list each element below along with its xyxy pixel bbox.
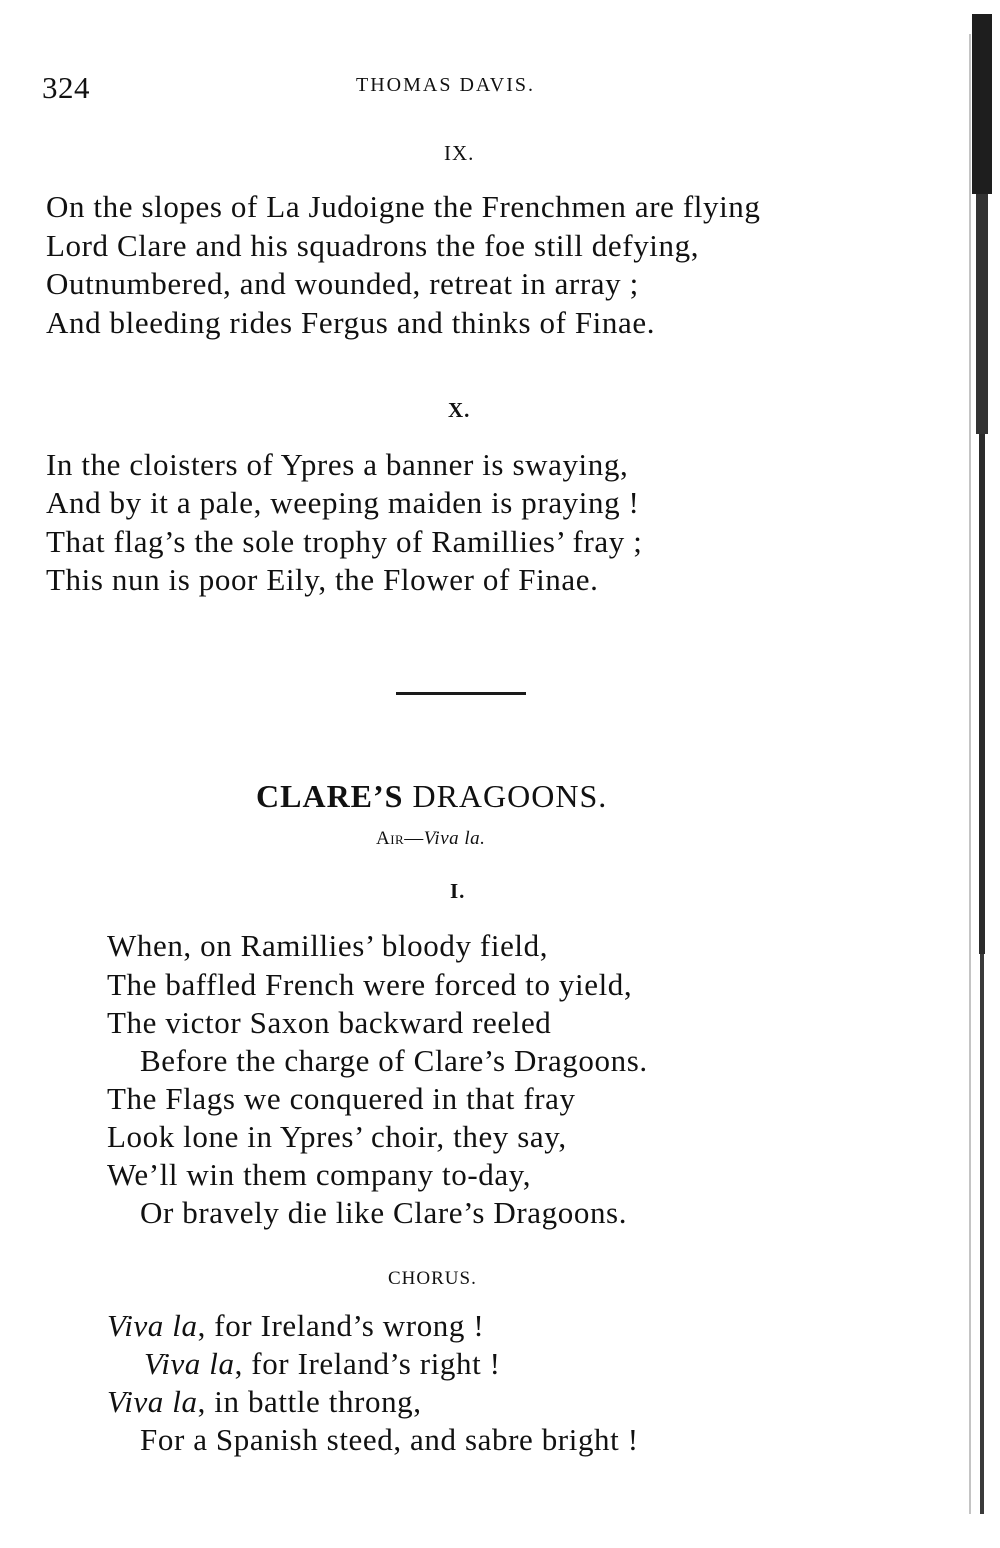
poem-line: The Flags we conquered in that fray bbox=[107, 1081, 576, 1116]
air-value: Viva la. bbox=[423, 828, 486, 849]
air-label: Air— bbox=[376, 828, 424, 849]
poem-title-lead: CLARE’S bbox=[256, 778, 404, 814]
stanza-number-ix: IX. bbox=[444, 141, 475, 165]
chorus-line-text: , for Ireland’s right ! bbox=[234, 1346, 501, 1381]
poem-line: Or bravely die like Clare’s Dragoons. bbox=[140, 1195, 628, 1230]
running-head: THOMAS DAVIS. bbox=[356, 74, 535, 96]
chorus-line bbox=[140, 1424, 639, 1455]
poem-line: And bleeding rides Fergus and thinks of Finae. bbox=[46, 305, 656, 340]
stanza-number-i: I. bbox=[450, 879, 466, 903]
section-divider bbox=[396, 692, 526, 695]
chorus-line-text: , for Ireland’s wrong ! bbox=[197, 1308, 485, 1343]
poem-line: In the cloisters of Ypres a banner is swaying, bbox=[46, 447, 629, 482]
chorus-line-text: For a Spanish steed, and sabre bright ! bbox=[140, 1422, 639, 1457]
page-number: 324 bbox=[42, 70, 90, 105]
poem-line: That flag’s the sole trophy of Ramillies’ fray ; bbox=[46, 524, 643, 559]
poem-line: This nun is poor Eily, the Flower of Finae. bbox=[46, 562, 599, 597]
chorus-line bbox=[107, 1310, 484, 1341]
poem-line: On the slopes of La Judoigne the Frenchmen are flying bbox=[46, 189, 761, 224]
poem-line: Look lone in Ypres’ choir, they say, bbox=[107, 1119, 567, 1154]
poem-line: Before the charge of Clare’s Dragoons. bbox=[140, 1043, 648, 1078]
chorus-line bbox=[107, 1386, 422, 1417]
poem-line: Outnumbered, and wounded, retreat in array ; bbox=[46, 266, 639, 301]
chorus-line-italic: Viva la bbox=[107, 1384, 198, 1419]
chorus-heading: CHORUS. bbox=[388, 1268, 477, 1289]
air-line bbox=[376, 828, 485, 850]
chorus-line-italic: Viva la bbox=[107, 1308, 198, 1343]
chorus-line-text: , in battle throng, bbox=[197, 1384, 422, 1419]
chorus-line-italic: Viva la bbox=[144, 1346, 235, 1381]
poem-title bbox=[256, 778, 607, 815]
chorus-line bbox=[144, 1348, 501, 1379]
binding-edge-shadow bbox=[968, 14, 1000, 1534]
poem-title-rest: DRAGOONS. bbox=[412, 778, 608, 814]
poem-line: We’ll win them company to-day, bbox=[107, 1157, 532, 1192]
stanza-number-x: X. bbox=[448, 398, 471, 422]
poem-line: The victor Saxon backward reeled bbox=[107, 1005, 552, 1040]
poem-line: The baffled French were forced to yield, bbox=[107, 967, 633, 1002]
poem-line: When, on Ramillies’ bloody field, bbox=[107, 928, 549, 963]
poem-line: Lord Clare and his squadrons the foe still defying, bbox=[46, 228, 700, 263]
poem-line: And by it a pale, weeping maiden is praying ! bbox=[46, 485, 640, 520]
